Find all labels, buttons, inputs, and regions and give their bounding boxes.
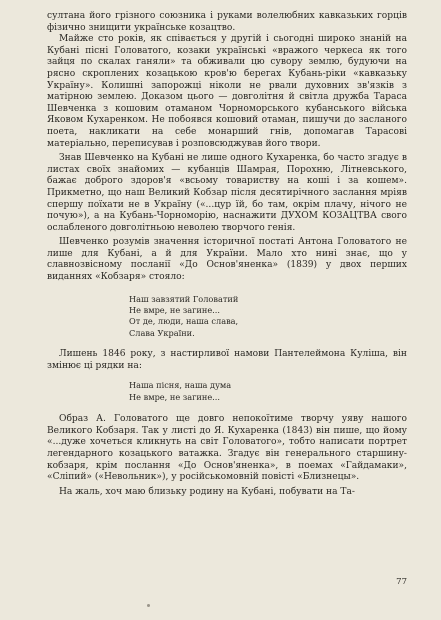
poem-line: Наш завзятий Головатий xyxy=(129,293,239,304)
poem-line: От де, люди, наша слава, xyxy=(129,316,239,327)
poem-line: Слава України. xyxy=(129,327,195,338)
paragraph-3: Знав Шевченко на Кубані не лише одного Кухаренка, бо часто згадує в листах своїх знайомих — кубанців Шамрая, Порохню, Літневського, бажає доброго здоров'я «всьому товариству на коші і за кошем». Прикметно, що наш Великий Кобзар після десятирічного заслання мріяв спершу поїхати не в Україну («...цур їй, бо там, окрім плачу, нічого не почую»), а на Кубань-Чорноморію, наснажити ДУХОМ КОЗАЦТВА свого ослабленого довголітньою неволею творчого генія. xyxy=(47,153,407,233)
paragraph-6: Образ А. Головатого ще довго непокоїтиме творчу уяву нашого Великого Кобзаря. Так у листі до Я. Кухаренка (1843) він пише, що йому «...дуже хочеться кликнуть на світ Головатого», тобто написати портрет легендарного козацького ватажка. Згадує він генерального старшину-кобзаря, крім послання «До Основ'яненка», в поемах «Гайдамаки», «Сліпий» («Невольник»), у російськомовній повісті «Близнецы». xyxy=(47,414,407,483)
paragraph-2: Майже сто років, як співається у другій і сьогодні широко знаній на Кубані пісні Головатого, козаки українські «вражого черкеса як того зайця по скалах ганяли» та обживали цю сувору землю, будуючи на рясно скроплених козацькою кров'ю берегах Кубань-ріки «кавказьку Україну». Колишні запорожці ніколи не рвали духовних зв'язків з матірною землею. Доказом цього — довголітня й світла дружба Тараса Шевченка з кошовим отаманом Чорноморського кубанського війська Яковом Кухаренком. Не побоявся кошовий отаман, пишучи до засланого поета, накликати на себе монарший гнів, допомагав Тарасові матеріально, переписував і розповсюджував його твори. xyxy=(47,34,407,149)
print-speck xyxy=(147,604,150,607)
paragraph-5: Лишень 1846 року, з настирливої намови Пантелеймона Куліша, він змінює ці рядки на: xyxy=(47,349,407,371)
page-number: 77 xyxy=(396,577,407,587)
poem-line: Не вмре, не загине... xyxy=(129,305,220,316)
poem-line: Наша пісня, наша дума xyxy=(129,380,232,391)
poem-line: Не вмре, не загине... xyxy=(129,391,220,402)
paragraph-1: султана його грізного союзника і руками волелюбних кавказьких горців фізично знищити українське козацтво. xyxy=(47,11,407,33)
paragraph-7: На жаль, хоч маю близьку родину на Кубані, побувати на Та- xyxy=(59,486,355,497)
poem-quote-original xyxy=(129,294,407,340)
paragraph-4: Шевченко розумів значення історичної постаті Антона Головатого не лише для Кубані, а й для України. Мало хто нині знає, що у славнозвісному посланії «До Основ'яненка» (1839) у двох перших виданнях «Кобзаря» стояло: xyxy=(47,237,407,283)
poem-quote-revised xyxy=(129,380,407,403)
